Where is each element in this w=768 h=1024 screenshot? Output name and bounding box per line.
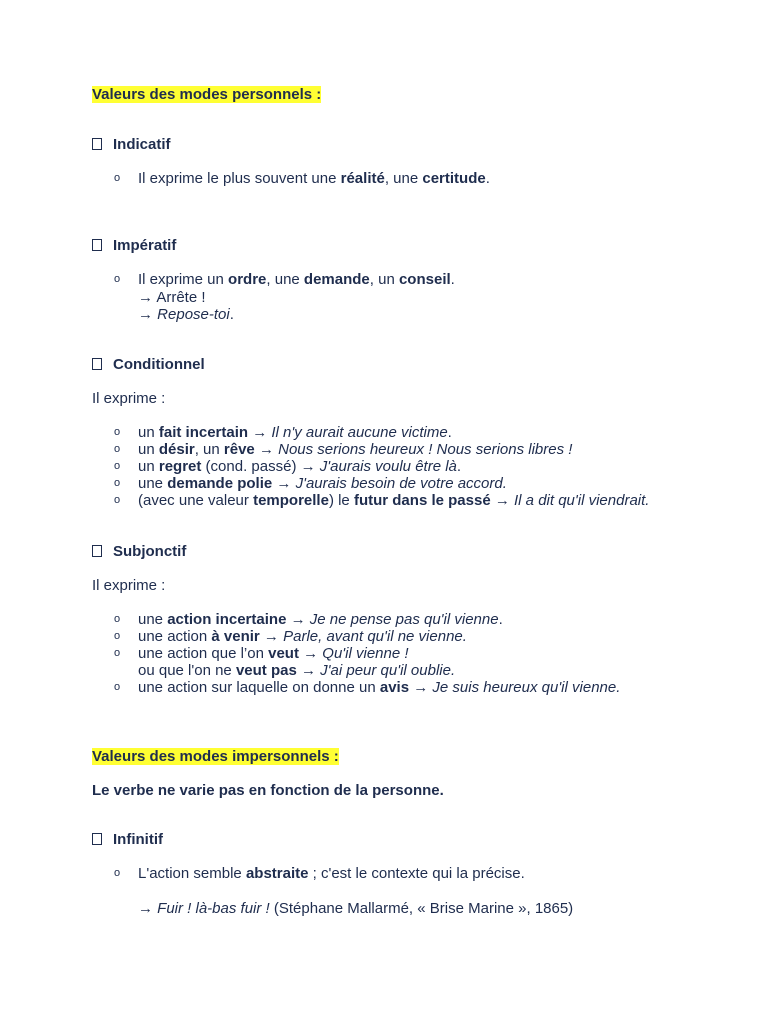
intro-text: Il exprime : — [92, 390, 166, 407]
bullet-icon: o — [114, 681, 121, 693]
bullet-icon: o — [114, 494, 121, 506]
section-heading-impersonnels: Valeurs des modes impersonnels : — [92, 748, 339, 765]
bullet-icon: o — [114, 477, 121, 489]
section-title-conditionnel: Conditionnel — [92, 356, 205, 373]
bullet-icon: o — [114, 867, 121, 879]
bullet-icon: o — [114, 647, 121, 659]
bullet-icon: o — [114, 443, 121, 455]
checkbox-icon — [92, 138, 102, 150]
bullet-icon: o — [114, 613, 121, 625]
checkbox-icon — [92, 239, 102, 251]
checkbox-icon — [92, 358, 102, 370]
intro-text: Il exprime : — [92, 577, 166, 594]
section-title-infinitif: Infinitif — [92, 831, 163, 848]
bullet-icon: o — [114, 630, 121, 642]
section-title-indicatif: Indicatif — [92, 136, 171, 153]
example-line: → Repose-toi. — [138, 306, 234, 323]
arrow-icon: → — [138, 900, 153, 917]
checkbox-icon — [92, 545, 102, 557]
bullet-icon: o — [114, 460, 121, 472]
bullet-icon: o — [114, 273, 121, 285]
example-quote: → Fuir ! là-bas fuir ! (Stéphane Mallarmé, « Brise Marine », 1865) — [138, 900, 574, 917]
section-title-subjonctif: Subjonctif — [92, 543, 186, 560]
arrow-icon: → — [138, 306, 153, 323]
list-item-continuation: ou que l'on ne veut pas → J'ai peur qu'il oublie. — [138, 662, 456, 679]
example-line: → Arrête ! — [138, 289, 206, 306]
section-subheading: Le verbe ne varie pas en fonction de la personne. — [92, 782, 444, 799]
checkbox-icon — [92, 833, 102, 845]
bullet-icon: o — [114, 426, 121, 438]
bullet-icon: o — [114, 172, 121, 184]
arrow-icon: → — [138, 289, 153, 306]
section-heading-personnels: Valeurs des modes personnels : — [92, 86, 322, 103]
section-title-imperatif: Impératif — [92, 237, 176, 254]
